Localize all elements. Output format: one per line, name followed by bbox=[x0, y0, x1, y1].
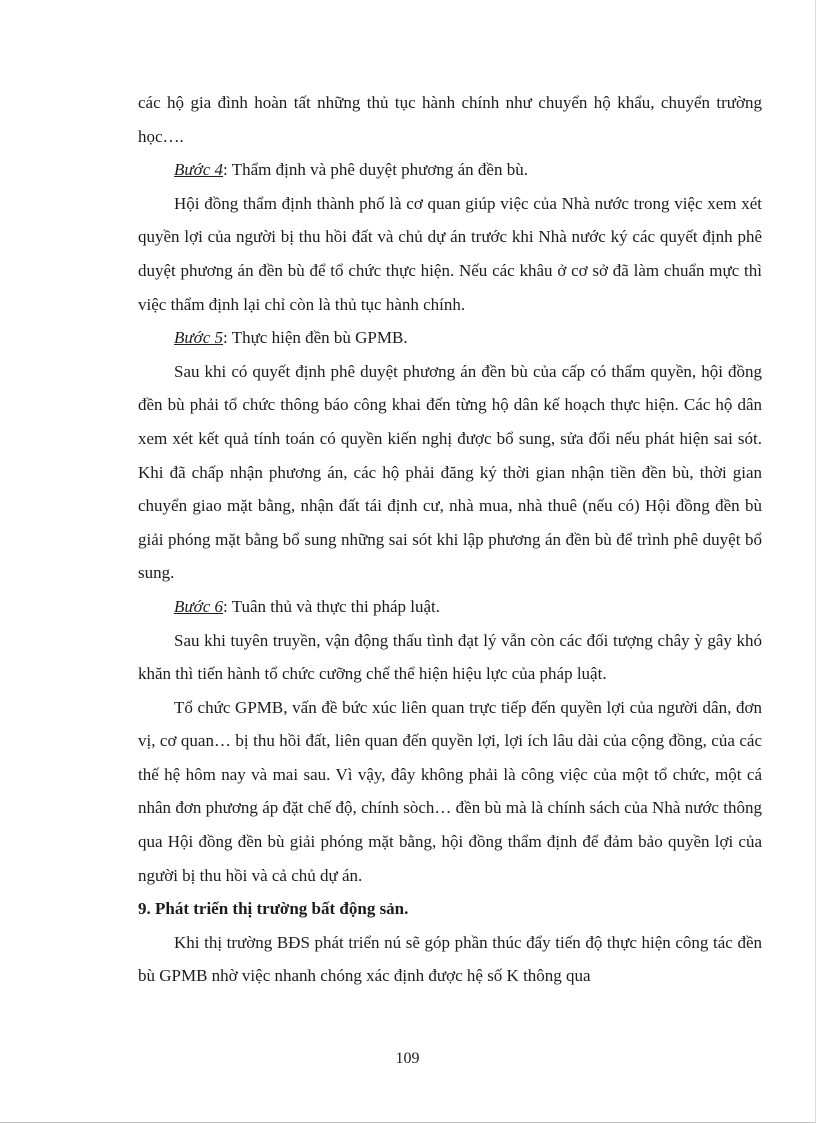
page-number: 109 bbox=[395, 1050, 420, 1067]
step6-body-paragraph: Sau khi tuyên truyền, vận động thấu tình đạt lý vẫn còn các đối tượng chây ỳ gây khó khăn thì tiến hành tổ chức cưỡng chế thể hiện hiệu lực của pháp luật. bbox=[138, 630, 762, 684]
section9-body-paragraph: Khi thị trường BĐS phát triển nú sẽ góp phần thúc đẩy tiến độ thực hiện công tác đền bù GPMB nhờ việc nhanh chóng xác định được hệ số K thông qua bbox=[138, 932, 762, 986]
step5-title: : Thực hiện đền bù GPMB. bbox=[223, 328, 408, 348]
step4-heading bbox=[138, 153, 762, 187]
page-body-text bbox=[138, 86, 762, 993]
step4-label: Bước 4 bbox=[174, 160, 224, 180]
step5-label: Bước 5 bbox=[174, 328, 224, 348]
step5-heading bbox=[138, 321, 762, 355]
step6-heading bbox=[138, 590, 762, 624]
step4-title: : Thẩm định và phê duyệt phương án đền bù. bbox=[223, 160, 528, 180]
step4-body-paragraph: Hội đồng thẩm định thành phố là cơ quan giúp việc của Nhà nước trong việc xem xét quyền lợi của người bị thu hồi đất và chủ dự án trước khi Nhà nước ký các quyết định phê duyệt phương án đền bù để tổ chức thực hiện. Nếu các khâu ở cơ sở đã làm chuẩn mực thì việc thẩm định lại chỉ còn là thủ tục hành chính. bbox=[138, 193, 762, 314]
paragraph-continuation: các hộ gia đình hoàn tất những thủ tục hành chính như chuyển hộ khẩu, chuyển trường học…. bbox=[138, 93, 762, 146]
step6-label: Bước 6 bbox=[174, 596, 224, 616]
summary-paragraph: Tổ chức GPMB, vấn đề bức xúc liên quan trực tiếp đến quyền lợi của người dân, đơn vị, cơ quan… bị thu hồi đất, liên quan đến quyền lợi, lợi ích lâu dài của cộng đồng, của các thế hệ hôm nay và mai sau. Vì vậy, đây không phải là công việc của một tổ chức, một cá nhân đơn phương áp đặt chế độ, chính sòch… đền bù mà là chính sách của Nhà nước thông qua Hội đồng đền bù giải phóng mặt bằng, hội đồng thẩm định để đảm bảo quyền lợi của người bị thu hồi và cả chủ dự án. bbox=[138, 697, 762, 885]
step6-title: : Tuân thủ và thực thi pháp luật. bbox=[223, 596, 441, 616]
step5-body-paragraph: Sau khi có quyết định phê duyệt phương án đền bù của cấp có thẩm quyền, hội đồng đền bù phải tổ chức thông báo công khai đến từng hộ dân kế hoạch thực hiện. Các hộ dân xem xét kết quả tính toán có quyền kiến nghị được bổ sung, sửa đổi nếu phát hiện sai sót. Khi đã chấp nhận phương án, các hộ phải đăng ký thời gian nhận tiền đền bù, thời gian chuyển giao mặt bằng, nhận đất tái định cư, nhà mua, nhà thuê (nếu có) Hội đồng đền bù giải phóng mặt bằng bổ sung những sai sót khi lập phương án đền bù để trình phê duyệt bổ sung. bbox=[138, 361, 762, 583]
section9-heading: 9. Phát triển thị trường bất động sản. bbox=[138, 899, 409, 919]
